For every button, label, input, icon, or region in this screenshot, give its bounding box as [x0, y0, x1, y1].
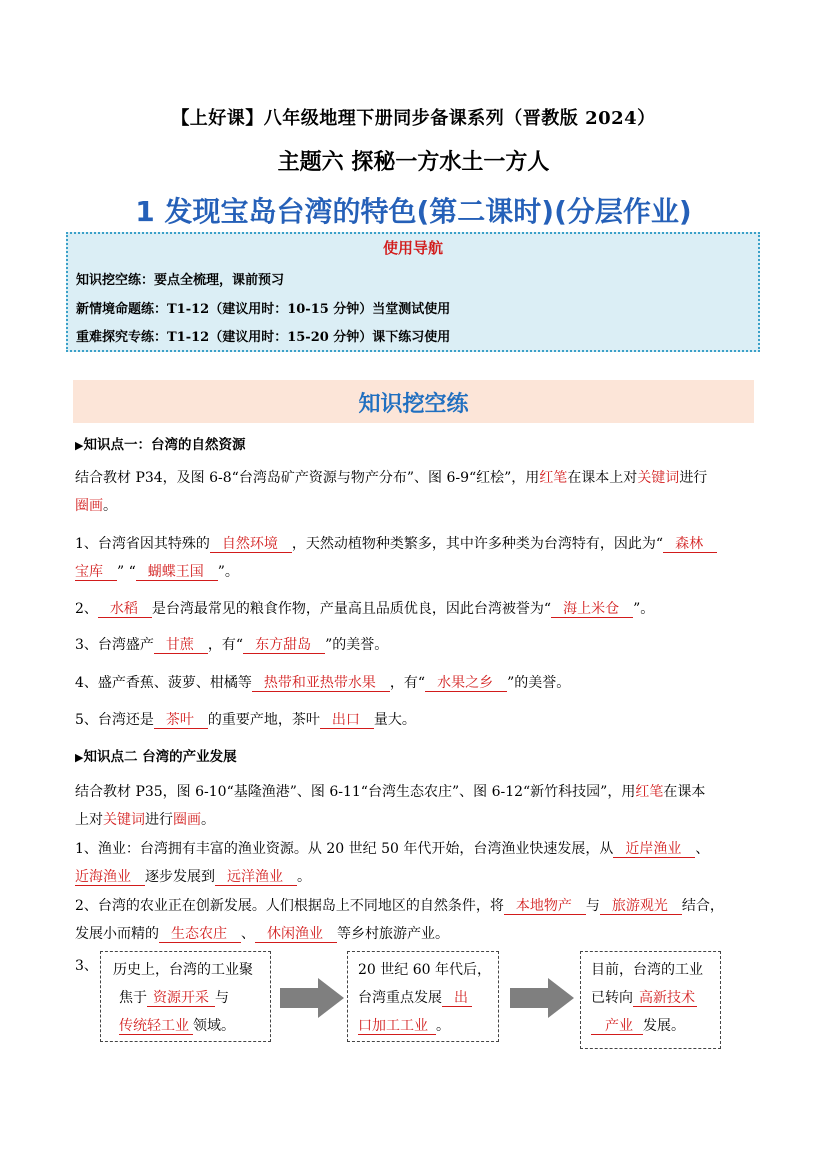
kp1-intro-cont: 圈画。: [75, 498, 117, 514]
lesson-title: 1 发现宝岛台湾的特色(第二课时)(分层作业): [135, 195, 692, 228]
guide-line: 知识挖空练：要点全梳理，课前预习: [76, 273, 285, 288]
answer-blank: 东方甜岛: [243, 637, 325, 654]
answer-blank: 森林: [663, 536, 717, 553]
guide-line: 新情境命题练：T1-12（建议用时：10-15 分钟）当堂测试使用: [76, 302, 451, 317]
kp2-q1-cont: 近海渔业 逐步发展到 远洋渔业 。: [75, 869, 311, 885]
answer-blank: 生态农庄: [159, 926, 241, 943]
section-banner: [73, 380, 754, 423]
series-title: 【上好课】八年级地理下册同步备课系列（晋教版 2024）: [171, 108, 656, 129]
answer-blank: 出口: [320, 712, 374, 729]
kp1-q2: 2、 水稻 是台湾最常见的粮食作物，产量高且品质优良，因此台湾被誉为“ 海上米仓 ”。: [75, 601, 655, 617]
flow-text: 传统轻工业 领域。: [119, 1018, 235, 1034]
kp2-intro: 结合教材 P35，图 6-10“基隆渔港”、图 6-11“台湾生态农庄”、图 6-12“新竹科技园”，用红笔在课本: [75, 784, 706, 800]
kp1-q3: 3、台湾盛产 甘蔗 ，有“ 东方甜岛 ”的美誉。: [75, 637, 389, 653]
answer-blank: 传统轻工业: [119, 1018, 193, 1035]
flow-box-history: [100, 951, 271, 1042]
kp1-intro: 结合教材 P34，及图 6-8“台湾岛矿产资源与物产分布”、图 6-9“红桧”，用红笔在课本上对关键词进行: [75, 470, 708, 486]
kp1-heading: ▶知识点一：台湾的自然资源: [75, 437, 246, 453]
kp2-q3-number: 3、: [75, 958, 98, 974]
answer-blank: 产业: [591, 1018, 643, 1035]
answer-blank: 休闲渔业: [255, 926, 337, 943]
answer-blank: 出: [442, 990, 472, 1007]
answer-blank: 茶叶: [154, 712, 208, 729]
answer-blank: 近海渔业: [75, 869, 145, 886]
answer-blank: 热带和亚热带水果: [252, 675, 390, 692]
flow-text: 口加工工业 。: [358, 1018, 450, 1034]
kp2-heading: ▶知识点二 台湾的产业发展: [75, 749, 237, 765]
answer-blank: 海上米仓: [551, 601, 633, 618]
topic-title: 主题六 探秘一方水土一方人: [277, 150, 550, 175]
kp1-q1: 1、台湾省因其特殊的 自然环境 ，天然动植物种类繁多，其中许多种类为台湾特有，因此为“ 森林: [75, 533, 717, 553]
answer-blank: 自然环境: [210, 536, 292, 553]
kp2-q2: 2、台湾的农业正在创新发展。人们根据岛上不同地区的自然条件，将 本地物产 与 旅游观光 结合，: [75, 898, 724, 914]
answer-blank: 水稻: [98, 601, 152, 618]
kp2-q1: 1、渔业：台湾拥有丰富的渔业资源。从 20 世纪 50 年代开始，台湾渔业快速发展，从 近岸渔业 、: [75, 841, 710, 857]
kp2-intro-cont: 上对关键词进行圈画。: [75, 812, 215, 828]
answer-blank: 宝库: [75, 564, 117, 581]
kp1-q1-cont: 宝库 ” “ 蝴蝶王国 ”。: [75, 564, 239, 580]
answer-blank: 远洋渔业: [215, 869, 297, 886]
kp2-q2-cont: 发展小而精的 生态农庄 、 休闲渔业 等乡村旅游产业。: [75, 926, 449, 942]
answer-blank: 蝴蝶王国: [136, 564, 218, 581]
answer-blank: 旅游观光: [600, 898, 682, 915]
answer-blank: 资源开采: [147, 990, 215, 1007]
flow-text: 焦于 资源开采 与: [119, 990, 229, 1006]
flow-box-current: [580, 951, 721, 1049]
triangle-bullet-icon: ▶: [75, 439, 84, 452]
answer-blank: 本地物产: [504, 898, 586, 915]
flow-text: 产业 发展。: [591, 1015, 685, 1035]
answer-blank: 口加工工业: [358, 1018, 436, 1035]
triangle-bullet-icon: ▶: [75, 751, 84, 764]
flow-arrow-icon: [280, 978, 344, 1018]
flow-arrow-icon: [510, 978, 574, 1018]
kp1-q4: 4、盛产香蕉、菠萝、柑橘等 热带和亚热带水果 ，有“ 水果之乡 ”的美誉。: [75, 675, 571, 691]
usage-guide-box: [66, 232, 760, 352]
section-banner-title: 知识挖空练: [358, 392, 469, 417]
answer-blank: 近岸渔业: [613, 841, 695, 858]
kp1-q5: 5、台湾还是 茶叶 的重要产地，茶叶 出口 量大。: [75, 712, 416, 728]
usage-guide-title: 使用导航: [382, 239, 443, 257]
guide-line: 重难探究专练：T1-12（建议用时：15-20 分钟）课下练习使用: [76, 330, 451, 345]
answer-blank: 甘蔗: [154, 637, 208, 654]
flow-text: 目前，台湾的工业: [591, 962, 703, 978]
answer-blank: 高新技术: [633, 990, 697, 1007]
flow-text: 20 世纪 60 年代后，: [358, 962, 491, 978]
flow-box-1960s: [347, 951, 499, 1042]
flow-text: 历史上，台湾的工业聚: [113, 962, 253, 978]
flow-text: 台湾重点发展 出: [358, 987, 472, 1007]
flow-text: 已转向 高新技术: [591, 990, 695, 1006]
answer-blank: 水果之乡: [425, 675, 507, 692]
